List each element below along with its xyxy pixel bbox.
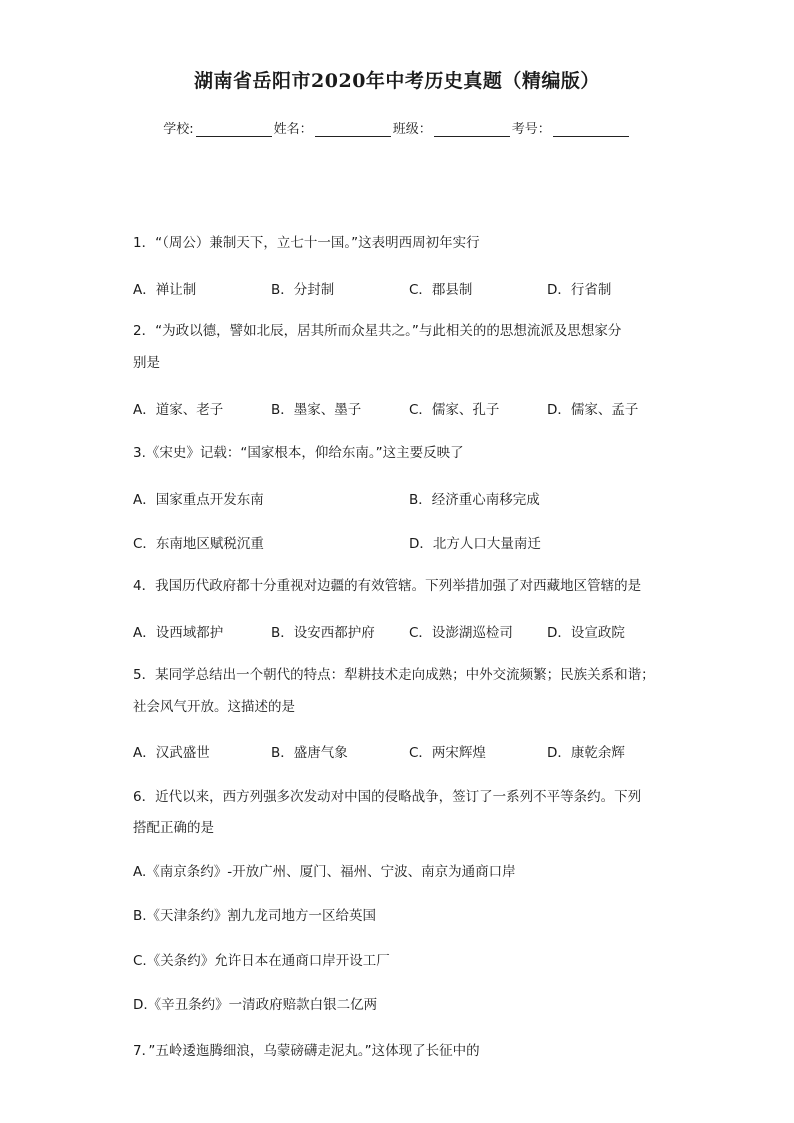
question-5-stem-line-2: 社会风气开放。这描述的是: [133, 699, 295, 715]
question-1-option-b[interactable]: B．分封制: [271, 282, 335, 298]
question-6-option-c[interactable]: C.《关条约》允许日本在通商口岸开设工厂: [133, 953, 390, 969]
question-3-option-d[interactable]: D．北方人口大量南迁: [409, 536, 541, 552]
question-4-option-d[interactable]: D．设宣政院: [547, 625, 625, 641]
question-6-stem-line-1: 6．近代以来，西方列强多次发动对中国的侵略战争，签订了一系列不平等条约。下列: [133, 789, 642, 805]
class-label: 班级：: [392, 122, 432, 137]
question-2-stem-line-1: 2．“为政以德，譬如北辰，居其所而众星共之。”与此相关的的思想流派及思想家分: [133, 323, 622, 339]
school-label: 学校:: [163, 122, 194, 137]
question-2-stem-line-2: 别是: [133, 355, 160, 371]
question-2-option-a[interactable]: A．道家、老子: [133, 402, 224, 418]
exam-number-label: 考号：: [511, 122, 551, 137]
question-4-option-b[interactable]: B．设安西都护府: [271, 625, 375, 641]
question-3-options-row-2: [133, 532, 673, 552]
name-label: 姓名：: [273, 122, 313, 137]
school-blank[interactable]: [196, 122, 272, 137]
question-4-option-a[interactable]: A．设西域都护: [133, 625, 224, 641]
question-6-option-d[interactable]: D.《辛丑条约》一清政府赔款白银二亿两: [133, 997, 378, 1013]
question-5-option-d[interactable]: D．康乾余辉: [547, 745, 625, 761]
question-1-stem: 1．“（周公）兼制天下，立七十一国。”这表明西周初年实行: [133, 235, 480, 251]
question-7-stem: 7．”五岭逶迤腾细浪，乌蒙磅礴走泥丸。”这体现了长征中的: [133, 1043, 480, 1059]
class-blank[interactable]: [434, 122, 510, 137]
question-4-option-c[interactable]: C．设澎湖巡检司: [409, 625, 513, 641]
question-6-option-b[interactable]: B.《天津条约》割九龙司地方一区给英国: [133, 908, 377, 924]
question-2-options: [133, 398, 673, 418]
question-4-options: [133, 621, 673, 641]
question-5-stem-line-1: 5．某同学总结出一个朝代的特点：犁耕技术走向成熟；中外交流频繁；民族关系和谐；: [133, 667, 655, 683]
question-6-stem-line-2: 搭配正确的是: [133, 820, 214, 836]
question-2-option-b[interactable]: B．墨家、墨子: [271, 402, 362, 418]
question-1-option-c[interactable]: C．郡县制: [409, 282, 473, 298]
student-info-line: [0, 118, 794, 137]
question-4-stem: 4．我国历代政府都十分重视对边疆的有效管辖。下列举措加强了对西藏地区管辖的是: [133, 578, 642, 594]
question-2-option-d[interactable]: D．儒家、孟子: [547, 402, 639, 418]
question-1-option-d[interactable]: D．行省制: [547, 282, 612, 298]
question-5-option-c[interactable]: C．两宋辉煌: [409, 745, 486, 761]
question-1-option-a[interactable]: A．禅让制: [133, 282, 197, 298]
question-3-option-c[interactable]: C．东南地区赋税沉重: [133, 536, 264, 552]
exam-number-blank[interactable]: [553, 122, 629, 137]
question-6-option-a[interactable]: A.《南京条约》-开放广州、厦门、福州、宁波、南京为通商口岸: [133, 864, 516, 880]
question-3-options-row-1: [133, 488, 673, 508]
question-5-options: [133, 741, 673, 761]
question-5-option-a[interactable]: A．汉武盛世: [133, 745, 210, 761]
question-1-options: [133, 278, 673, 298]
question-2-option-c[interactable]: C．儒家、孔子: [409, 402, 500, 418]
question-3-option-a[interactable]: A．国家重点开发东南: [133, 492, 264, 508]
question-3-option-b[interactable]: B．经济重心南移完成: [409, 492, 540, 508]
question-3-stem: 3.《宋史》记载：“国家根本，仰给东南。”这主要反映了: [133, 445, 464, 461]
question-5-option-b[interactable]: B．盛唐气象: [271, 745, 348, 761]
page-title: 湖南省岳阳市2020年中考历史真题（精编版）: [194, 70, 600, 92]
name-blank[interactable]: [315, 122, 391, 137]
